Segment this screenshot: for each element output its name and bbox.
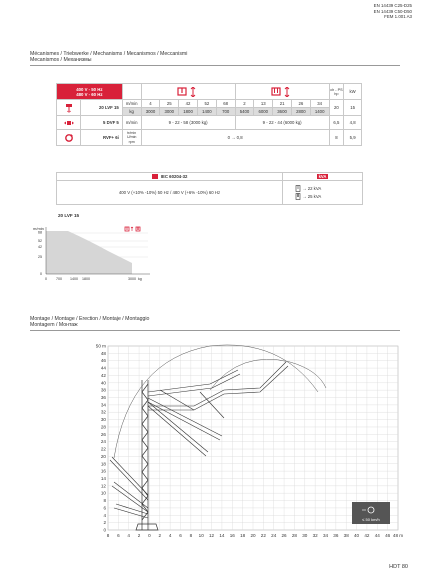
single-reeving-small-icon: [125, 227, 129, 231]
slewing-icon: [64, 133, 74, 143]
generator-double-icon: [295, 193, 301, 200]
x-axis-label: 28: [291, 533, 297, 538]
hoist-load-cell: 1400: [310, 108, 329, 116]
generator-single-icon: [295, 185, 301, 192]
single-reeving-icon: [177, 87, 199, 97]
load-chart-y-unit: m/min: [33, 226, 44, 231]
load-chart-y-tick: 25: [38, 255, 42, 259]
load-chart-x-tick: 1800: [82, 277, 90, 281]
x-axis-label: 12: [209, 533, 215, 538]
x-axis-label: 42: [364, 533, 370, 538]
section-divider: [30, 65, 400, 66]
page-footer: HDT 80: [389, 564, 408, 570]
hoist-speed-cell: 42: [179, 100, 198, 108]
double-reeving-header: [235, 84, 329, 100]
y-axis-label: 30: [100, 417, 106, 423]
trolley-hp: 6,5: [329, 116, 344, 130]
x-axis-label: 8: [189, 533, 193, 538]
slewing-unit-line: tr/min: [127, 131, 137, 136]
generator-cell: [283, 181, 363, 205]
section-divider: [30, 330, 400, 331]
y-axis-label: 24: [100, 439, 106, 445]
hoist-load-cell: 6000: [254, 108, 273, 116]
generator-kva-2: → 25 kVA: [302, 193, 322, 199]
hoist-icon: [64, 103, 74, 113]
generator-kva-1: → 22 kVA: [302, 185, 322, 191]
erection-title: [30, 316, 149, 329]
y-axis-label: 0: [103, 527, 106, 533]
hoist-load-cell: 5400: [235, 108, 254, 116]
kva-header-cell: [283, 173, 363, 181]
voltage-50hz: 400 V - 50 Hz: [76, 86, 103, 92]
iec-icon: [152, 174, 158, 179]
x-axis-label: 24: [271, 533, 277, 538]
wind-limit-text: ≤ 50 km/h: [362, 517, 380, 522]
erection-y-axis: [96, 344, 107, 533]
standards-block: [374, 3, 412, 20]
x-axis-label: 6: [117, 533, 120, 538]
x-axis-label: 40: [354, 533, 360, 538]
y-axis-label: 22: [100, 446, 106, 452]
erection-diagram: [90, 340, 412, 544]
hp-header: ch - PS hp: [329, 84, 344, 100]
double-reeving-icon: [271, 87, 293, 97]
jib-tip-arc: [210, 359, 326, 390]
load-curve-area: [46, 231, 132, 274]
mechanisms-title: [30, 51, 187, 64]
y-axis-label: 32: [100, 409, 106, 415]
y-axis-label: 10: [100, 490, 106, 496]
x-axis-label: 0: [148, 533, 151, 538]
y-axis-label: 12: [100, 483, 106, 489]
kw-header: kW: [344, 84, 362, 100]
hoist-load-cell: 2800: [291, 108, 310, 116]
x-axis-label: 22: [260, 533, 266, 538]
load-chart-y-tick: 68: [38, 230, 42, 235]
single-reeving-header: [141, 84, 235, 100]
trolley-speeds-double: 9 - 22 - 44 (6000 kg): [235, 116, 329, 130]
x-axis-label: 6: [179, 533, 182, 538]
hoist-speed-cell: 4: [141, 100, 160, 108]
x-axis-label: 34: [322, 533, 329, 538]
trolley-unit: m/min: [122, 116, 141, 130]
iec-header: [57, 173, 283, 181]
y-axis-label: 14: [100, 475, 106, 481]
hoist-load-cell: 1400: [197, 108, 216, 116]
y-axis-label: 38: [100, 387, 106, 393]
y-axis-label: 20: [100, 453, 106, 459]
hoist-load-cell: 3000: [160, 108, 179, 116]
standard-line: EN 14439 C50-D50: [373, 8, 412, 14]
hoist-icon-cell: [57, 100, 81, 116]
load-chart-x-tick: 0: [45, 277, 47, 281]
voltage-header: [57, 84, 123, 100]
hoist-speed-unit: m/min: [122, 100, 141, 108]
y-axis-label: 6: [103, 505, 106, 511]
generator-row-2: [295, 193, 362, 201]
y-axis-label: 4: [103, 512, 106, 518]
y-axis-label: 44: [100, 365, 106, 371]
hoist-speed-cell: 13: [254, 100, 273, 108]
erection-title-line2: Montagem / Монтаж: [30, 322, 78, 329]
slewing-icon-cell: [57, 130, 81, 146]
x-axis-label: 10: [198, 533, 204, 538]
updown-arrow-icon: [131, 227, 133, 231]
mechanisms-title-line2: Mecanismos / Механизмы: [30, 57, 92, 64]
hoist-kw: 15: [344, 100, 362, 116]
x-axis-label: 16: [229, 533, 235, 538]
hoist-load-cell: 3600: [273, 108, 292, 116]
y-axis-label: 50 m: [95, 343, 106, 349]
x-axis-label: 2: [137, 533, 141, 538]
hoist-speed-cell: 34: [310, 100, 329, 108]
slewing-unit: [122, 130, 141, 146]
mechanisms-table: [56, 83, 362, 146]
y-axis-label: 2: [103, 520, 106, 526]
y-axis-label: 42: [100, 372, 106, 378]
hoist-speed-cell: 68: [216, 100, 235, 108]
x-axis-label: 46: [385, 533, 391, 538]
hoist-load-unit: kg: [122, 108, 141, 116]
hoist-hp: 20: [329, 100, 344, 116]
x-axis-label: 14: [219, 533, 225, 538]
hoist-speed-cell: 26: [291, 100, 310, 108]
supply-voltage: 400 V (+10% -10%) 50 Hz / 480 V (+6% -10%) 60 Hz: [57, 181, 283, 205]
load-chart-y-tick: 42: [38, 245, 42, 249]
hoist-load-cell: 700: [216, 108, 235, 116]
trolley-icon-cell: [57, 116, 81, 130]
load-chart-x-tick: 1400: [70, 277, 78, 281]
load-chart: [30, 219, 160, 285]
y-axis-label: 34: [100, 402, 106, 408]
hoist-load-cell: 1800: [179, 108, 198, 116]
wind-limit-badge: [352, 502, 390, 524]
x-axis-label: 38: [343, 533, 349, 538]
mechanisms-title-line1: Mécanismes / Triebwerke / Mechanisms / Mecanismos / Meccanismi: [30, 51, 188, 57]
hoist-speed-cell: 52: [197, 100, 216, 108]
x-axis-label: 26: [281, 533, 287, 538]
y-axis-label: 26: [100, 431, 106, 437]
x-axis-label: 48 m: [392, 533, 404, 538]
load-chart-icons: [125, 227, 140, 231]
slewing-hp: 8: [329, 130, 344, 146]
power-supply-table: [56, 172, 363, 205]
y-axis-label: 16: [100, 468, 106, 474]
voltage-60hz: 480 V - 60 Hz: [76, 91, 103, 97]
jib-travel-arc: [114, 345, 318, 458]
load-chart-x-unit: kg: [138, 277, 142, 281]
y-axis-label: 28: [100, 424, 106, 430]
iec-standard: IEC 60204-32: [160, 173, 188, 179]
x-axis-label: 4: [127, 533, 130, 538]
crane-jib-final: [148, 362, 288, 410]
x-axis-label: 30: [302, 533, 308, 538]
slewing-name: RVF+ 6i: [81, 130, 123, 146]
double-reeving-small-icon: [136, 227, 140, 231]
hoist-speed-cell: 2: [235, 100, 254, 108]
hoist-speed-cell: 21: [273, 100, 292, 108]
x-axis-label: 4: [168, 533, 172, 538]
erection-x-axis: [107, 533, 404, 538]
load-chart-x-tick: 700: [56, 277, 62, 281]
y-axis-label: 46: [100, 358, 106, 364]
generator-row-1: [295, 185, 362, 193]
x-axis-label: 8: [106, 533, 110, 538]
trolley-icon: [63, 119, 75, 127]
hoist-load-cell: 3000: [141, 108, 160, 116]
x-axis-label: 2: [158, 533, 162, 538]
x-axis-label: 44: [374, 533, 380, 538]
y-axis-label: 48: [100, 350, 106, 356]
load-chart-y-zero: 0: [40, 272, 42, 276]
hoist-name: 20 LVF 15: [81, 100, 123, 116]
y-axis-label: 40: [100, 380, 106, 386]
x-axis-label: 36: [333, 533, 339, 538]
slewing-kw: 5,9: [344, 130, 362, 146]
standard-line: EN 14439 C25-D25: [373, 3, 412, 8]
slewing-unit-line: U/min: [126, 135, 137, 140]
kva-badge: kVA: [318, 174, 327, 179]
y-axis-label: 36: [100, 395, 106, 401]
load-chart-title: 20 LVF 15: [58, 213, 80, 218]
erection-title-line1: Montage / Montage / Erection / Montaje / Montaggio: [30, 316, 150, 322]
y-axis-label: 18: [100, 461, 106, 467]
hoist-speed-cell: 25: [160, 100, 179, 108]
slewing-unit-line: rpm: [128, 139, 135, 144]
standard-line: FEM 1.001 A3: [384, 14, 412, 20]
x-axis-label: 18: [240, 533, 246, 538]
x-axis-label: 20: [250, 533, 256, 538]
trolley-name: 5 DVF 5: [81, 116, 123, 130]
x-axis-label: 32: [312, 533, 318, 538]
trolley-speeds-single: 9 - 22 - 58 (3000 kg): [141, 116, 235, 130]
load-chart-x-tick: 3000: [128, 277, 136, 281]
load-chart-y-tick: 52: [38, 239, 42, 243]
slewing-speed: 0 → 0,8: [141, 130, 329, 146]
y-axis-label: 8: [103, 498, 106, 504]
trolley-kw: 4,8: [344, 116, 362, 130]
